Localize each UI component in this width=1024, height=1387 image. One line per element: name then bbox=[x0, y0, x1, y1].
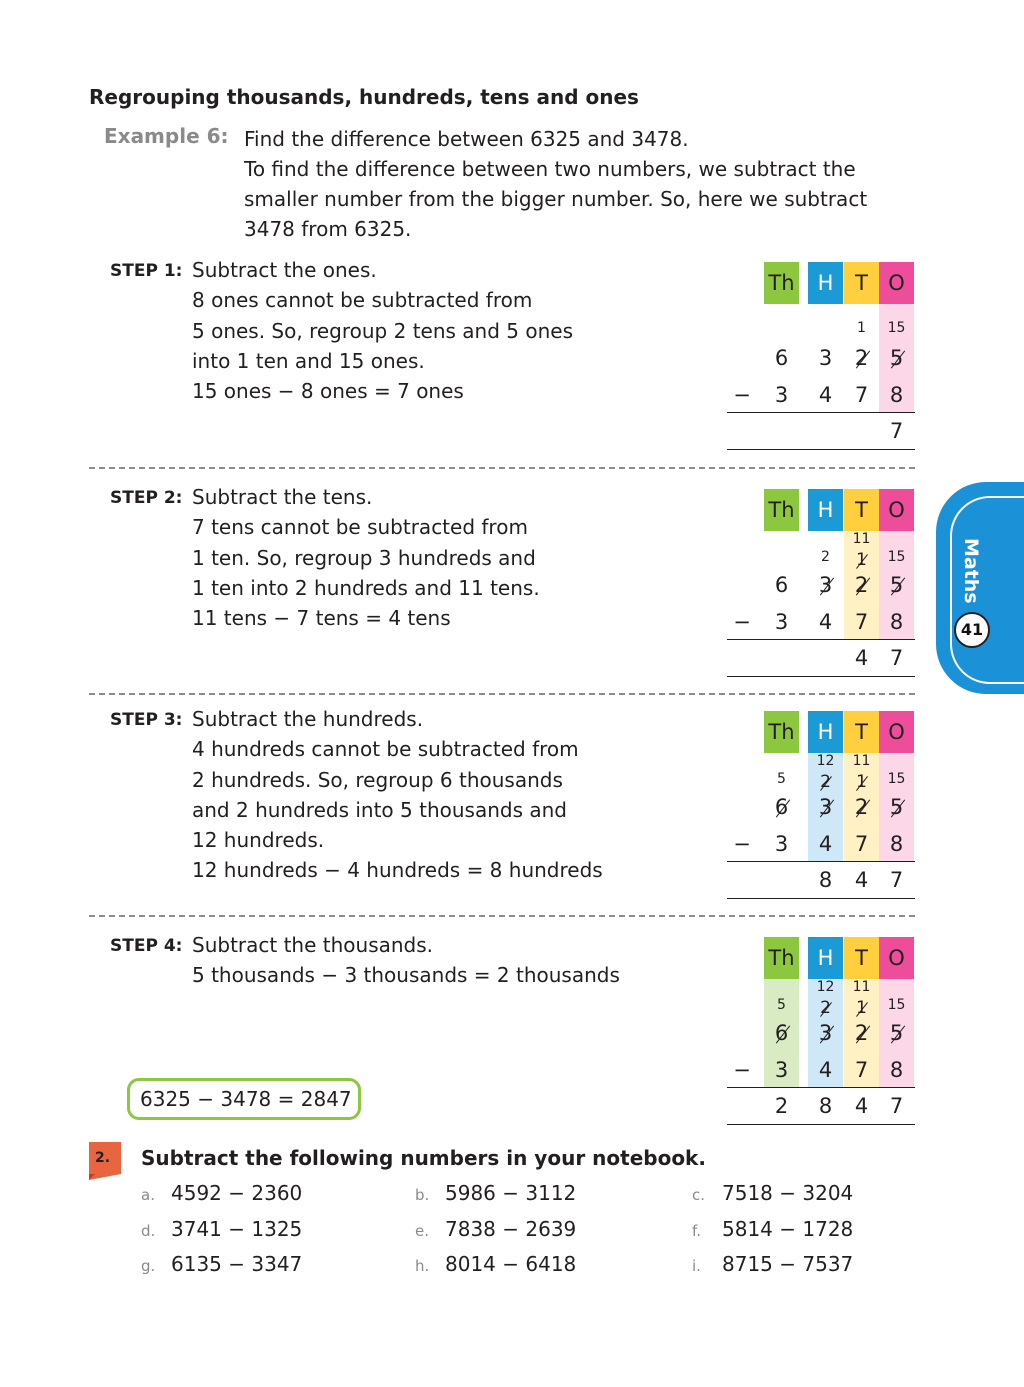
regroup-o: 15 bbox=[887, 549, 906, 565]
step-line: 5 ones. So, regroup 2 tens and 5 ones bbox=[192, 318, 573, 343]
top-digit-h: 3 bbox=[818, 573, 833, 597]
exercise-item-letter: i. bbox=[692, 1257, 701, 1275]
top-digit-th: 6 bbox=[774, 795, 789, 819]
header-h: H bbox=[808, 489, 843, 531]
regroup-top-t: 11 bbox=[852, 753, 871, 769]
exercise-item-letter: a. bbox=[141, 1186, 155, 1204]
place-value-grid-step-1 bbox=[727, 262, 915, 452]
step-line: 8 ones cannot be subtracted from bbox=[192, 288, 533, 313]
header-o: O bbox=[879, 711, 914, 753]
exercise-item-letter: c. bbox=[692, 1186, 706, 1204]
exercise-item-text: 5986 − 3112 bbox=[445, 1181, 577, 1205]
exercise-item-text: 7838 − 2639 bbox=[445, 1217, 577, 1241]
bottom-digit-t: 7 bbox=[854, 610, 869, 634]
answer-digit-h: 8 bbox=[818, 1094, 833, 1118]
step-line: Subtract the ones. bbox=[192, 258, 377, 282]
divider bbox=[89, 467, 915, 469]
exercise-item bbox=[141, 1252, 302, 1276]
top-digit-h: 3 bbox=[818, 795, 833, 819]
header-o: O bbox=[879, 262, 914, 304]
exercise-item-text: 5814 − 1728 bbox=[722, 1217, 854, 1241]
sum-line bbox=[727, 449, 915, 450]
result-highlight: 6325 − 3478 = 2847 bbox=[127, 1078, 361, 1120]
regroup-top-t: 11 bbox=[852, 531, 871, 547]
exercise-item-text: 3741 − 1325 bbox=[171, 1217, 303, 1241]
crossed-regroup-h: 2 bbox=[820, 772, 831, 792]
regroup-top-t: 11 bbox=[852, 979, 871, 995]
answer-digit-h: 8 bbox=[818, 868, 833, 892]
exercise-item bbox=[692, 1181, 853, 1205]
example-line: Find the difference between 6325 and 3478. bbox=[244, 127, 689, 151]
answer-digit-o: 7 bbox=[889, 419, 904, 443]
bottom-digit-o: 8 bbox=[889, 610, 904, 634]
top-digit-h: 3 bbox=[818, 346, 833, 370]
step-3-label: STEP 3: bbox=[110, 710, 183, 730]
minus-sign: − bbox=[733, 832, 751, 856]
answer-digit-th: 2 bbox=[774, 1094, 789, 1118]
step-line: 4 hundreds cannot be subtracted from bbox=[192, 737, 579, 762]
bottom-digit-h: 4 bbox=[818, 383, 833, 407]
header-th: Th bbox=[764, 489, 799, 531]
header-t: T bbox=[844, 711, 879, 753]
bottom-digit-o: 8 bbox=[889, 383, 904, 407]
crossed-regroup-t: 1 bbox=[856, 550, 867, 570]
bottom-digit-th: 3 bbox=[774, 610, 789, 634]
exercise-item-text: 8014 − 6418 bbox=[445, 1252, 577, 1276]
header-th: Th bbox=[764, 262, 799, 304]
exercise-item bbox=[692, 1217, 853, 1241]
sum-line bbox=[727, 1124, 915, 1125]
sum-line bbox=[727, 1087, 915, 1088]
bottom-digit-th: 3 bbox=[774, 832, 789, 856]
step-line: Subtract the thousands. bbox=[192, 933, 434, 957]
section-heading: Regrouping thousands, hundreds, tens and ones bbox=[89, 85, 639, 109]
answer-digit-o: 7 bbox=[889, 1094, 904, 1118]
sum-line bbox=[727, 861, 915, 862]
exercise-item bbox=[415, 1252, 576, 1276]
sum-line bbox=[727, 676, 915, 677]
bottom-digit-h: 4 bbox=[818, 1058, 833, 1082]
sum-line bbox=[727, 412, 915, 413]
top-digit-o: 5 bbox=[889, 795, 904, 819]
example-line: smaller number from the bigger number. So, here we subtract bbox=[244, 187, 868, 211]
top-digit-t: 2 bbox=[854, 1021, 869, 1045]
place-value-grid-step-3 bbox=[727, 711, 915, 901]
bottom-digit-th: 3 bbox=[774, 383, 789, 407]
header-t: T bbox=[844, 489, 879, 531]
exercise-item bbox=[141, 1181, 302, 1205]
exercise-item-text: 6135 − 3347 bbox=[171, 1252, 303, 1276]
example-line: To find the difference between two numbers, we subtract the bbox=[244, 157, 856, 181]
exercise-item-letter: b. bbox=[415, 1186, 430, 1204]
answer-digit-o: 7 bbox=[889, 868, 904, 892]
regroup-o: 15 bbox=[887, 997, 906, 1013]
step-line: 15 ones − 8 ones = 7 ones bbox=[192, 379, 464, 404]
exercise-item bbox=[692, 1252, 853, 1276]
step-line: 7 tens cannot be subtracted from bbox=[192, 515, 528, 540]
regroup-top-h: 12 bbox=[816, 979, 835, 995]
crossed-regroup-h: 2 bbox=[820, 998, 831, 1018]
exercise-item-letter: g. bbox=[141, 1257, 156, 1275]
header-o: O bbox=[879, 489, 914, 531]
answer-digit-o: 7 bbox=[889, 646, 904, 670]
header-th: Th bbox=[764, 711, 799, 753]
top-digit-o: 5 bbox=[889, 573, 904, 597]
step-4-label: STEP 4: bbox=[110, 936, 183, 956]
minus-sign: − bbox=[733, 1058, 751, 1082]
exercise-item-letter: f. bbox=[692, 1222, 701, 1240]
step-4-text bbox=[192, 930, 620, 991]
exercise-item-letter: d. bbox=[141, 1222, 156, 1240]
answer-digit-t: 4 bbox=[854, 1094, 869, 1118]
header-t: T bbox=[844, 262, 879, 304]
step-line: and 2 hundreds into 5 thousands and bbox=[192, 797, 567, 822]
step-1-text bbox=[192, 255, 573, 406]
example-label: Example 6: bbox=[104, 124, 229, 148]
exercise-item-letter: h. bbox=[415, 1257, 430, 1275]
exercise-item-text: 8715 − 7537 bbox=[722, 1252, 854, 1276]
place-value-grid-step-2 bbox=[727, 489, 915, 679]
regroup-h: 2 bbox=[821, 549, 830, 565]
step-line: 2 hundreds. So, regroup 6 thousands bbox=[192, 767, 563, 792]
side-tab-subject: Maths bbox=[960, 538, 982, 604]
bottom-digit-h: 4 bbox=[818, 610, 833, 634]
top-digit-h: 3 bbox=[818, 1021, 833, 1045]
exercise-item-text: 7518 − 3204 bbox=[722, 1181, 854, 1205]
step-line: 11 tens − 7 tens = 4 tens bbox=[192, 606, 451, 631]
exercise-item bbox=[141, 1217, 302, 1241]
header-t: T bbox=[844, 937, 879, 979]
answer-digit-t: 4 bbox=[854, 646, 869, 670]
header-h: H bbox=[808, 262, 843, 304]
regroup-th: 5 bbox=[777, 997, 786, 1013]
step-1-label: STEP 1: bbox=[110, 261, 183, 281]
step-line: into 1 ten and 15 ones. bbox=[192, 348, 425, 373]
header-h: H bbox=[808, 937, 843, 979]
crossed-regroup-t: 1 bbox=[856, 998, 867, 1018]
exercise-title: Subtract the following numbers in your notebook. bbox=[141, 1146, 706, 1170]
sum-line bbox=[727, 639, 915, 640]
minus-sign: − bbox=[733, 610, 751, 634]
step-line: 12 hundreds. bbox=[192, 828, 325, 853]
header-h: H bbox=[808, 711, 843, 753]
step-line: Subtract the hundreds. bbox=[192, 707, 424, 731]
step-2-text bbox=[192, 482, 540, 633]
divider bbox=[89, 915, 915, 917]
step-line: Subtract the tens. bbox=[192, 485, 373, 509]
top-digit-th: 6 bbox=[774, 1021, 789, 1045]
step-line: 1 ten into 2 hundreds and 11 tens. bbox=[192, 575, 540, 600]
exercise-number: 2. bbox=[95, 1150, 111, 1166]
regroup-t: 1 bbox=[857, 320, 866, 336]
top-digit-t: 2 bbox=[854, 346, 869, 370]
top-digit-o: 5 bbox=[889, 1021, 904, 1045]
top-digit-o: 5 bbox=[889, 346, 904, 370]
page-number: 41 bbox=[954, 612, 990, 648]
example-line: 3478 from 6325. bbox=[244, 217, 412, 241]
regroup-th: 5 bbox=[777, 771, 786, 787]
divider bbox=[89, 693, 915, 695]
regroup-top-h: 12 bbox=[816, 753, 835, 769]
step-line: 5 thousands − 3 thousands = 2 thousands bbox=[192, 963, 620, 988]
place-value-grid-step-4 bbox=[727, 937, 915, 1127]
step-2-label: STEP 2: bbox=[110, 488, 183, 508]
answer-digit-t: 4 bbox=[854, 868, 869, 892]
sum-line bbox=[727, 898, 915, 899]
bottom-digit-t: 7 bbox=[854, 1058, 869, 1082]
example-text bbox=[244, 124, 924, 244]
header-o: O bbox=[879, 937, 914, 979]
step-line: 1 ten. So, regroup 3 hundreds and bbox=[192, 545, 536, 570]
step-line: 12 hundreds − 4 hundreds = 8 hundreds bbox=[192, 858, 603, 883]
crossed-regroup-t: 1 bbox=[856, 772, 867, 792]
top-digit-t: 2 bbox=[854, 795, 869, 819]
exercise-item-letter: e. bbox=[415, 1222, 429, 1240]
bottom-digit-th: 3 bbox=[774, 1058, 789, 1082]
top-digit-t: 2 bbox=[854, 573, 869, 597]
bottom-digit-o: 8 bbox=[889, 832, 904, 856]
top-digit-th: 6 bbox=[774, 346, 789, 370]
exercise-item bbox=[415, 1181, 576, 1205]
bottom-digit-t: 7 bbox=[854, 383, 869, 407]
bottom-digit-t: 7 bbox=[854, 832, 869, 856]
top-digit-th: 6 bbox=[774, 573, 789, 597]
regroup-o: 15 bbox=[887, 320, 906, 336]
regroup-o: 15 bbox=[887, 771, 906, 787]
exercise-item-text: 4592 − 2360 bbox=[171, 1181, 303, 1205]
header-th: Th bbox=[764, 937, 799, 979]
bottom-digit-o: 8 bbox=[889, 1058, 904, 1082]
minus-sign: − bbox=[733, 383, 751, 407]
bottom-digit-h: 4 bbox=[818, 832, 833, 856]
step-3-text bbox=[192, 704, 603, 886]
exercise-item bbox=[415, 1217, 576, 1241]
